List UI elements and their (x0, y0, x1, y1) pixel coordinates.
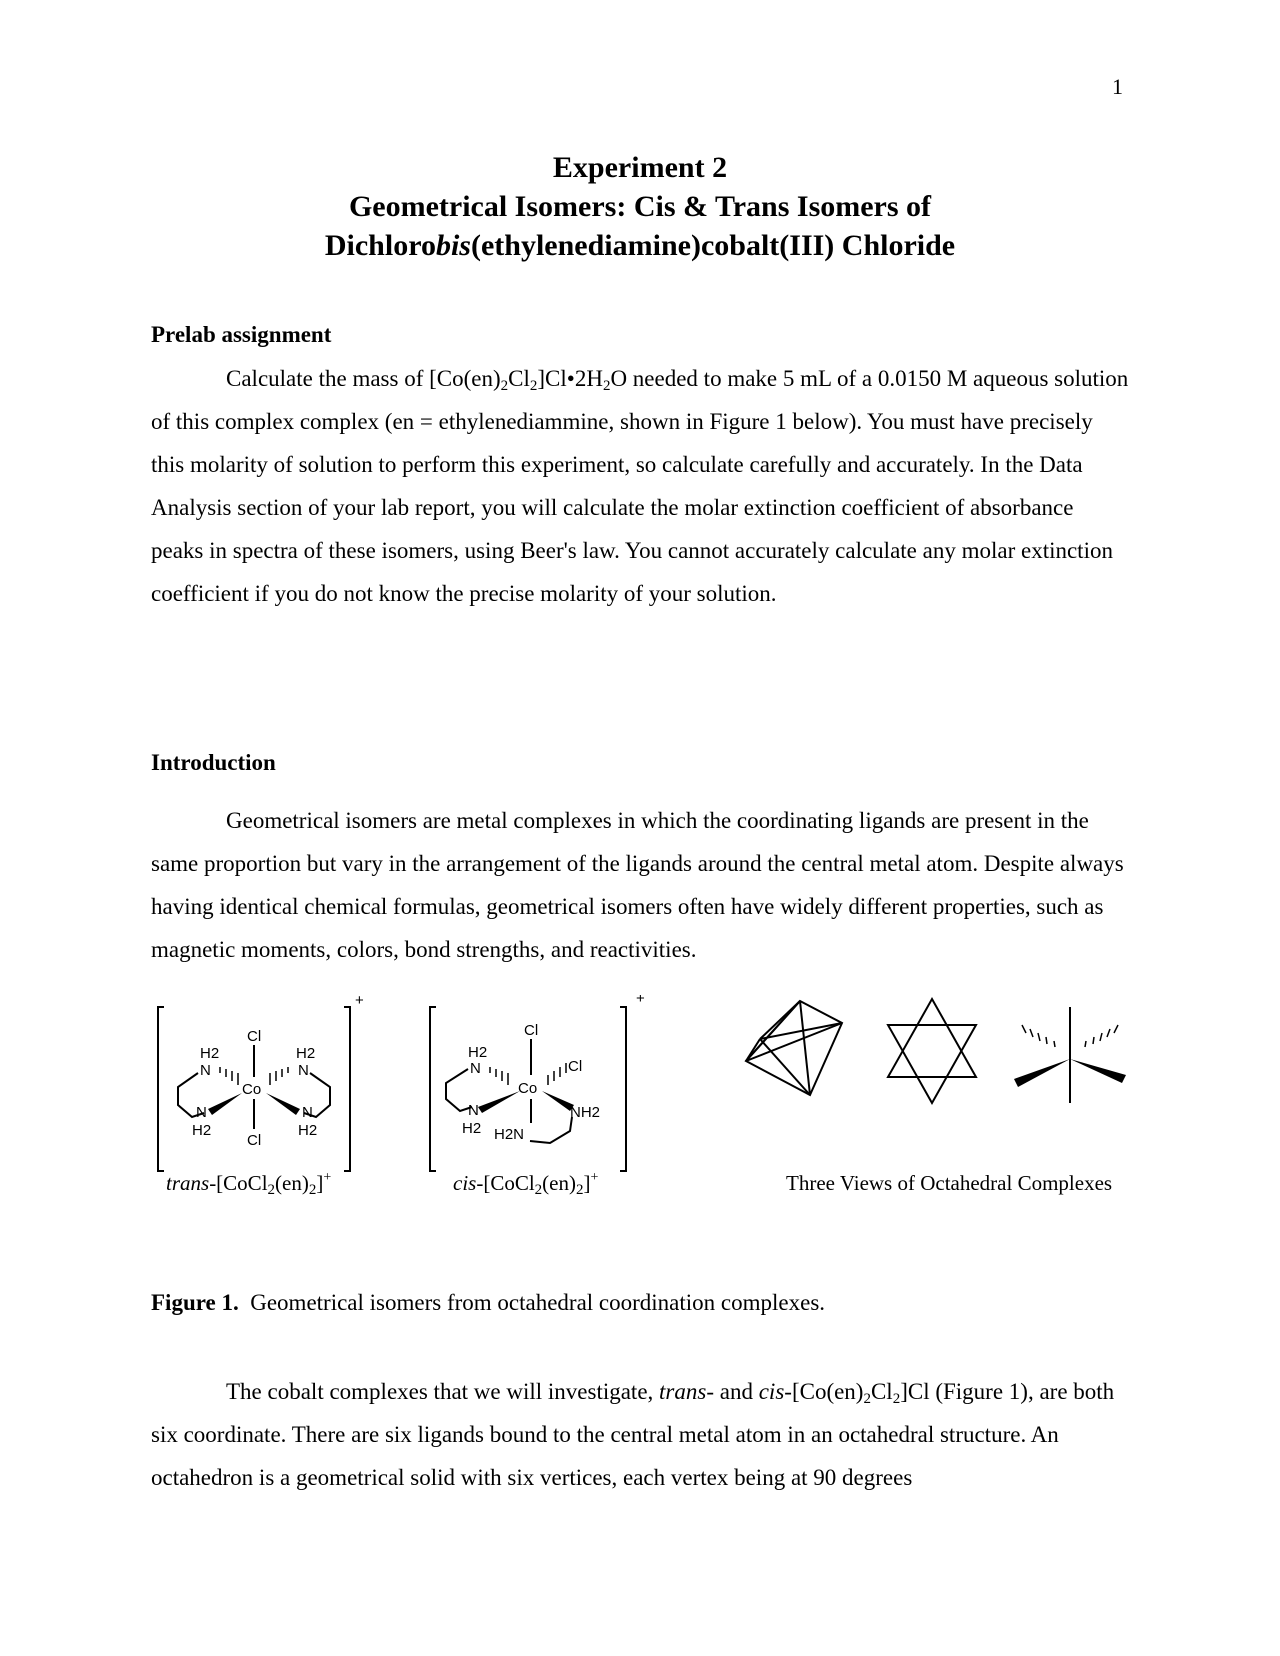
atom-nh2: NH2 (570, 1104, 601, 1121)
atom-h2n: H2N (494, 1126, 525, 1143)
title-line-1: Experiment 2 (552, 151, 728, 184)
charge-plus: + (355, 995, 364, 1009)
prelab-heading: Prelab assignment (151, 322, 332, 347)
atom-cl: Cl (568, 1058, 583, 1075)
atom-n: N (200, 1062, 211, 1079)
atom-cl: Cl (524, 1022, 539, 1039)
atom-h2: H2 (192, 1122, 212, 1139)
introduction-heading: Introduction (151, 750, 276, 775)
atom-h2: H2 (298, 1122, 318, 1139)
figure-1 (150, 995, 1150, 1225)
atom-h2: H2 (462, 1120, 482, 1137)
octahedron-star-view (888, 999, 976, 1103)
introduction-paragraph: Geometrical isomers are metal complexes in which the coordinating ligands are present in the same proportion but vary in the arrangement of the ligands around the central metal atom. Despite always having identical chemical formulas, geometrical isomers often have widely different properties, such as magnetic moments, colors, bond strengths, and reactivities. (151, 808, 1124, 962)
title-line-3: Dichlorobis(ethylenediamine)cobalt(III) Chloride (324, 229, 956, 262)
atom-h2: H2 (200, 1045, 220, 1062)
atom-n: N (196, 1104, 207, 1121)
atom-n: N (468, 1102, 479, 1119)
document-title (0, 148, 1280, 265)
atom-h2: H2 (296, 1045, 316, 1062)
cobalt-complexes-paragraph: The cobalt complexes that we will investigate, trans- and cis-$[Co(en)_2Cl_2]Cl$ (Figure 1), are both six coordinate. There are six ligands bound to the central metal atom in an octahedral structure. An octahedron is a geometrical solid with six vertices, each vertex being at 90 degrees (151, 1379, 1115, 1490)
atom-n: N (470, 1060, 481, 1077)
trans-isomer-label: trans-$[CoCl_2(en)_2]^+$ (166, 1170, 332, 1198)
cis-isomer-label: cis-$[CoCl_2(en)_2]^+$ (453, 1170, 599, 1198)
atom-co: Co (518, 1080, 538, 1097)
title-line-2: Geometrical Isomers: Cis & Trans Isomers of (348, 190, 932, 223)
prelab-paragraph: Calculate the mass of $[Co(en)_2Cl_2]Cl•2H_2O$ needed to make 5 mL of a 0.0150 M aqueous solution of this complex complex (en = ethylenediammine, shown in Figure 1 below). You must have precisely this molarity of solution to perform this experiment, so calculate carefully and accurately. In the Data Analysis section of your lab report, you will calculate the molar extinction coefficient of absorbance peaks in spectra of these isomers, using Beer's law. You cannot accurately calculate any molar extinction coefficient if you do not know the precise molarity of your solution. (151, 366, 1129, 606)
atom-cl: Cl (247, 1028, 262, 1045)
atom-h2: H2 (468, 1044, 488, 1061)
atom-n: N (298, 1062, 309, 1079)
cis-left-bracket (430, 1007, 436, 1171)
charge-plus: + (636, 995, 645, 1007)
cis-right-bracket (620, 1007, 626, 1171)
atom-cl: Cl (247, 1132, 262, 1149)
octahedron-perspective-view (746, 1001, 842, 1095)
octahedral-views-label: Three Views of Octahedral Complexes (786, 1171, 1113, 1195)
octahedron-wedge-view (1014, 1007, 1126, 1103)
trans-atom-labels (192, 995, 364, 1149)
atom-n: N (302, 1104, 313, 1121)
figure-caption: Figure 1. Geometrical isomers from octahedral coordination complexes. (151, 1290, 826, 1315)
page-number: 1 (1112, 74, 1123, 99)
trans-left-bracket (158, 1007, 164, 1171)
atom-co: Co (242, 1081, 262, 1098)
trans-right-bracket (344, 1007, 350, 1171)
